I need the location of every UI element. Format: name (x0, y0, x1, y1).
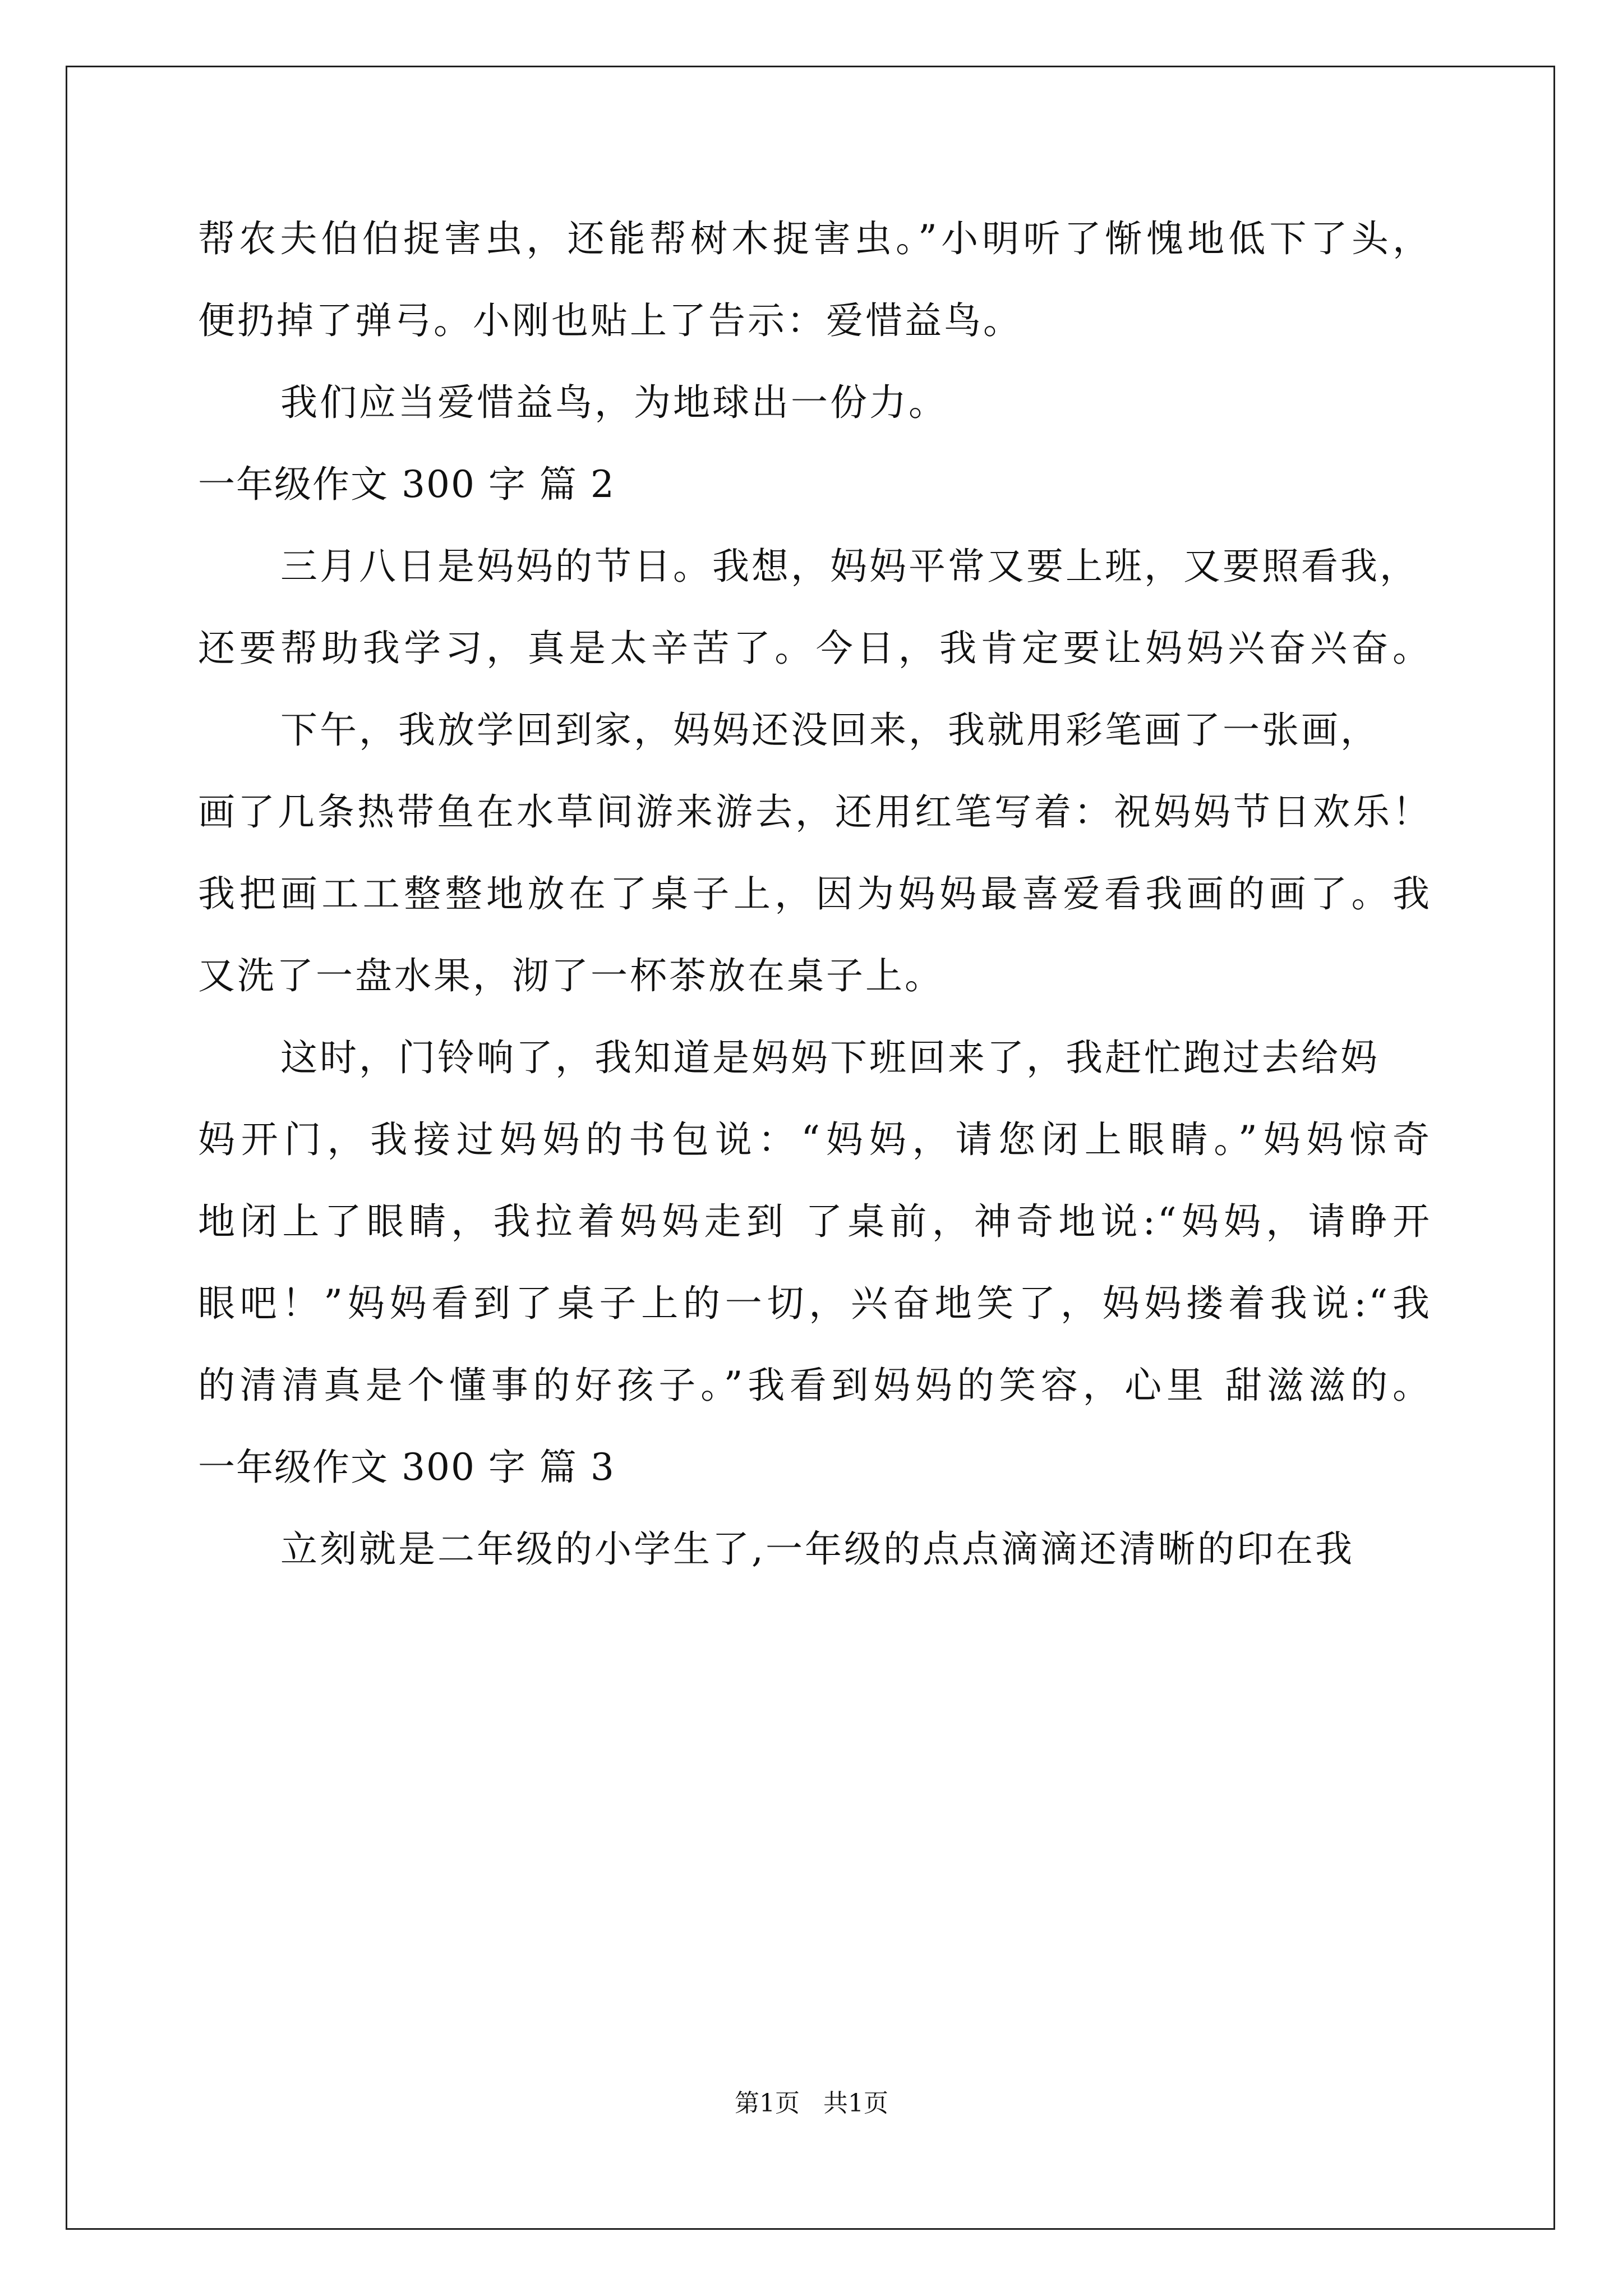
paragraph-line: 便扔掉了弹弓。小刚也贴上了告示：爱惜益鸟。 (198, 299, 1022, 342)
paragraph-line: 我们应当爱惜益鸟，为地球出一份力。 (280, 381, 948, 424)
paragraph-line: 立刻就是二年级的小学生了,一年级的点点滴滴还清晰的印在我 (280, 1527, 1354, 1571)
paragraph-line: 帮农夫伯伯捉害虫，还能帮树木捉害虫。”小明听了惭愧地低下了头， (198, 217, 1432, 260)
paragraph-line: 地闭上了眼睛，我拉着妈妈走到 了桌前，神奇地说:“妈妈，请睁开 (198, 1200, 1432, 1243)
page-footer: 第1页 共1页 (735, 2089, 888, 2118)
paragraph-line: 又洗了一盘水果，沏了一杯茶放在桌子上。 (198, 954, 944, 997)
paragraph-line: 下午，我放学回到家，妈妈还没回来，我就用彩笔画了一张画， (280, 708, 1380, 752)
paragraph-line: 妈开门，我接过妈妈的书包说：“妈妈，请您闭上眼睛。”妈妈惊奇 (198, 1118, 1432, 1161)
section-heading: 一年级作文 300 字 篇 3 (198, 1446, 615, 1489)
paragraph-line: 还要帮助我学习，真是太辛苦了。今日，我肯定要让妈妈兴奋兴奋。 (198, 627, 1432, 670)
paragraph-line: 的清清真是个懂事的好孩子。”我看到妈妈的笑容，心里 甜滋滋的。 (198, 1364, 1432, 1407)
paragraph-line: 眼吧！”妈妈看到了桌子上的一切，兴奋地笑了，妈妈搂着我说:“我 (198, 1282, 1432, 1325)
section-heading: 一年级作文 300 字 篇 2 (198, 463, 615, 506)
paragraph-line: 我把画工工整整地放在了桌子上，因为妈妈最喜爱看我画的画了。我 (198, 872, 1432, 915)
paragraph-line: 三月八日是妈妈的节日。我想，妈妈平常又要上班，又要照看我， (280, 545, 1419, 588)
paragraph-line: 画了几条热带鱼在水草间游来游去，还用红笔写着：祝妈妈节日欢乐！ (198, 790, 1432, 834)
paragraph-line: 这时，门铃响了，我知道是妈妈下班回来了，我赶忙跑过去给妈 (280, 1036, 1380, 1079)
